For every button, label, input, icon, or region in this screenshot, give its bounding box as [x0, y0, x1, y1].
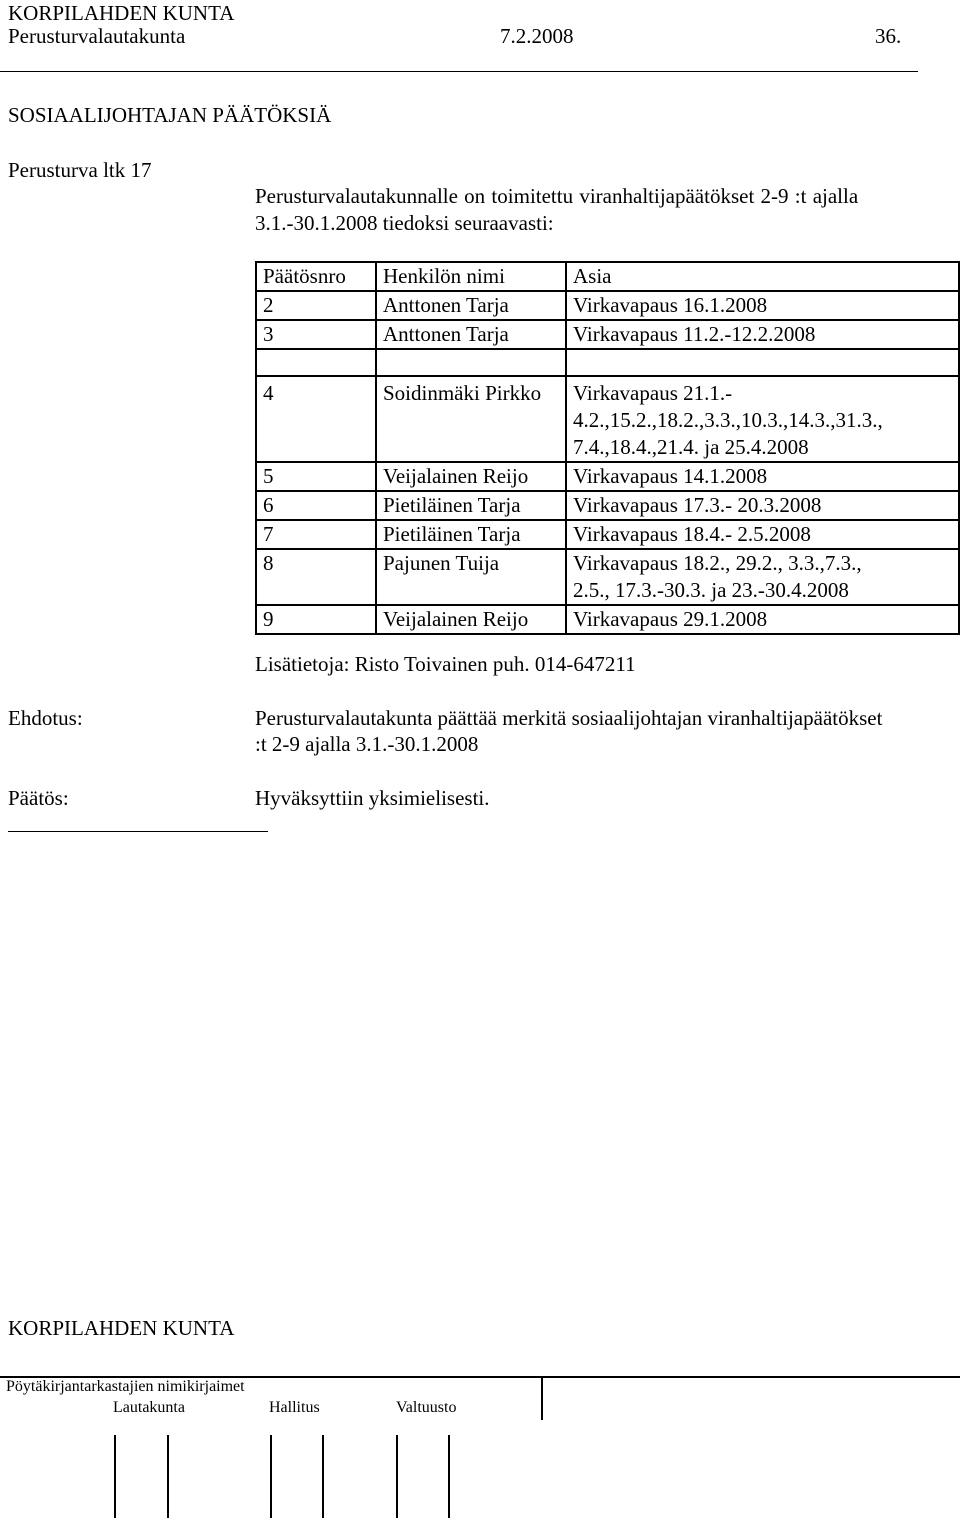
signature-line [396, 1435, 398, 1518]
proposal-line-2: :t 2-9 ajalla 3.1.-30.1.2008 [255, 732, 479, 756]
footer-org-name: KORPILAHDEN KUNTA [8, 1316, 235, 1340]
decision-number: 8 [256, 549, 376, 605]
decision-number: 7 [256, 520, 376, 549]
decision-number: 2 [256, 291, 376, 320]
table-row-empty [256, 349, 959, 376]
subject [566, 349, 959, 376]
table-row [256, 291, 959, 320]
decision-number: 5 [256, 462, 376, 491]
table-row [256, 520, 959, 549]
subject-line: 4.2.,15.2.,18.2.,3.3.,10.3.,14.3.,31.3., [573, 408, 883, 432]
org-name: KORPILAHDEN KUNTA [8, 1, 235, 25]
decision-rule [8, 831, 268, 832]
signature-col-government: Hallitus [269, 1399, 320, 1416]
person-name: Anttonen Tarja [376, 291, 566, 320]
person-name: Soidinmäki Pirkko [376, 376, 566, 462]
table-row [256, 491, 959, 520]
person-name: Veijalainen Reijo [376, 605, 566, 634]
decision-number [256, 349, 376, 376]
subject-line: 7.4.,18.4.,21.4. ja 25.4.2008 [573, 435, 809, 459]
signature-col-council: Valtuusto [396, 1399, 457, 1416]
signature-divider [541, 1376, 543, 1420]
decision-text: Hyväksyttiin yksimielisesti. [255, 786, 490, 810]
person-name [376, 349, 566, 376]
decision-number: 9 [256, 605, 376, 634]
subject: Virkavapaus 16.1.2008 [566, 291, 959, 320]
subject-line: Virkavapaus 18.2., 29.2., 3.3.,7.3., [573, 551, 862, 575]
header-rule [0, 71, 918, 72]
signature-line [270, 1435, 272, 1518]
person-name: Pajunen Tuija [376, 549, 566, 605]
meeting-date: 7.2.2008 [500, 24, 574, 48]
subject-line: 2.5., 17.3.-30.3. ja 23.-30.4.2008 [573, 578, 849, 602]
subject: Virkavapaus 14.1.2008 [566, 462, 959, 491]
subject: Virkavapaus 18.4.- 2.5.2008 [566, 520, 959, 549]
signatures-label: Pöytäkirjantarkastajien nimikirjaimet [6, 1378, 245, 1395]
decision-number: 3 [256, 320, 376, 349]
signature-line [322, 1435, 324, 1518]
decision-number: 4 [256, 376, 376, 462]
table-row [256, 549, 959, 605]
header-person-name: Henkilön nimi [376, 262, 566, 291]
table-row [256, 605, 959, 634]
person-name: Anttonen Tarja [376, 320, 566, 349]
contact-info: Lisätietoja: Risto Toivainen puh. 014-647211 [255, 652, 636, 676]
subject: Virkavapaus 17.3.- 20.3.2008 [566, 491, 959, 520]
header-subject: Asia [566, 262, 959, 291]
signature-line [448, 1435, 450, 1518]
page-number: 36. [875, 24, 902, 48]
header-decision-number: Päätösnro [256, 262, 376, 291]
table-row [256, 376, 959, 462]
decision-label: Päätös: [8, 786, 69, 810]
signature-line [114, 1435, 116, 1518]
signature-line [167, 1435, 169, 1518]
subject: Virkavapaus 29.1.2008 [566, 605, 959, 634]
decisions-table [255, 261, 960, 635]
table-row [256, 462, 959, 491]
table-row [256, 320, 959, 349]
intro-line-1: Perusturvalautakunnalle on toimitettu viranhaltijapäätökset 2-9 :t ajalla [255, 184, 859, 208]
subject [566, 376, 959, 462]
subject-line: Virkavapaus 21.1.- [573, 381, 733, 405]
signature-col-board: Lautakunta [113, 1399, 185, 1416]
subject: Virkavapaus 11.2.-12.2.2008 [566, 320, 959, 349]
table-header-row [256, 262, 959, 291]
person-name: Pietiläinen Tarja [376, 520, 566, 549]
decision-number: 6 [256, 491, 376, 520]
subject [566, 549, 959, 605]
reference-code: Perusturva ltk 17 [8, 158, 152, 182]
proposal-line-1: Perusturvalautakunta päättää merkitä sosiaalijohtajan viranhaltijapäätökset [255, 706, 883, 730]
proposal-label: Ehdotus: [8, 706, 83, 730]
person-name: Veijalainen Reijo [376, 462, 566, 491]
intro-line-2: 3.1.-30.1.2008 tiedoksi seuraavasti: [255, 211, 554, 235]
person-name: Pietiläinen Tarja [376, 491, 566, 520]
section-title: SOSIAALIJOHTAJAN PÄÄTÖKSIÄ [8, 103, 332, 127]
committee-name: Perusturvalautakunta [8, 24, 186, 48]
